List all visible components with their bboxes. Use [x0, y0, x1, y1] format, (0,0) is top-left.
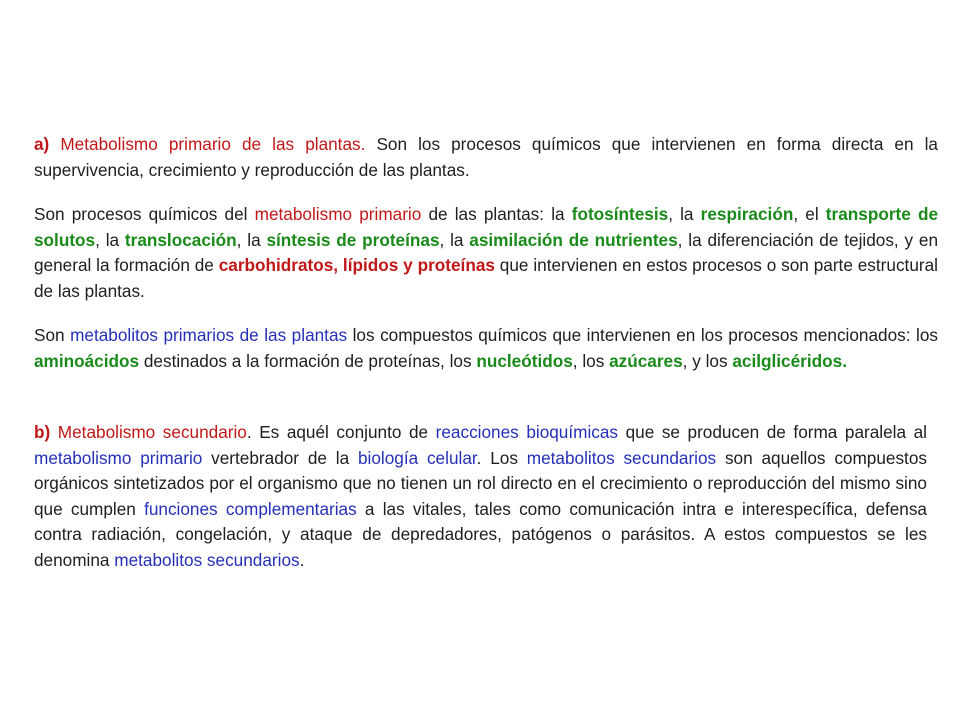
text-run: , la: [95, 229, 125, 250]
asimilacion-nutrientes-term: asimilación de nutrientes: [469, 229, 678, 250]
section-a-text: Son los procesos químicos que intervienen en forma directa en la supervivencia, crecimiento y reproducción de las plantas.: [34, 134, 938, 180]
section-a-marker: a): [34, 134, 50, 154]
text-run: de las plantas: la: [421, 204, 572, 224]
metabolitos-primarios-term: metabolitos primarios de las plantas: [70, 325, 348, 345]
text-run: , la: [236, 229, 267, 250]
acilgliceridos-term: acilglicéridos.: [732, 350, 847, 371]
reacciones-bioquimicas-link[interactable]: reacciones bioquímicas: [435, 422, 619, 442]
carbohidratos-term: carbohidratos, lípidos y proteínas: [218, 255, 495, 275]
metabolitos-secundarios-link[interactable]: metabolitos secundarios: [526, 447, 717, 468]
section-a-paragraph: [34, 132, 938, 183]
primary-processes-paragraph: [34, 202, 938, 304]
text-run: a las vitales, tales como comunicación intra e interespecífica, defensa contra radiación, congelación, y ataque de depredadores, patógenos o parásitos. A estos compuestos se les denomina: [34, 498, 927, 570]
nucleotidos-term: nucleótidos: [476, 350, 573, 371]
text-run: .: [299, 549, 305, 570]
text-run: , y los: [682, 350, 733, 371]
text-run: , los: [572, 350, 610, 371]
text-run: , la: [668, 204, 701, 224]
biologia-celular-link[interactable]: biología celular: [357, 447, 477, 468]
text-run: , la diferenciación de tejidos, y en general la formación de: [34, 229, 939, 275]
primary-metabolites-paragraph: [34, 323, 938, 374]
text-run: que se producen de forma paralela al: [618, 422, 927, 442]
section-a-title: Metabolismo primario de las plantas.: [60, 134, 366, 154]
text-run: destinados a la formación de proteínas, los: [139, 350, 477, 371]
funciones-complementarias-link[interactable]: funciones complementarias: [144, 498, 357, 519]
azucares-term: azúcares: [609, 350, 683, 371]
text-run: que intervienen en estos procesos o son parte estructural de las plantas.: [34, 255, 938, 301]
text-run: . Los: [476, 447, 527, 468]
metabolitos-secundarios-link-2[interactable]: metabolitos secundarios: [114, 549, 300, 570]
section-b-paragraph: [34, 420, 927, 573]
text-run: vertebrador de la: [202, 447, 358, 468]
text-run: . Es aquél conjunto de: [246, 422, 436, 442]
section-b-marker: b): [34, 422, 51, 442]
section-b-title: Metabolismo secundario: [57, 422, 247, 442]
text-run: , el: [793, 204, 826, 224]
translocacion-term: translocación: [124, 229, 237, 250]
metabolismo-primario-term: metabolismo primario: [254, 204, 422, 224]
sintesis-proteinas-term: síntesis de proteínas: [266, 229, 440, 250]
transporte-solutos-term: transporte de solutos: [34, 204, 939, 250]
fotosintesis-term: fotosíntesis: [571, 204, 669, 224]
aminoacidos-term: aminoácidos: [34, 350, 140, 371]
text-run: Son procesos químicos del: [34, 204, 255, 224]
text-run: son aquellos compuestos orgánicos sintetizados por el organismo que no tienen un rol directo en el crecimiento o reproducción del mismo sino que cumplen: [34, 447, 927, 519]
text-run: , la: [439, 229, 470, 250]
respiracion-term: respiración: [700, 204, 794, 224]
metabolismo-primario-link[interactable]: metabolismo primario: [34, 447, 203, 468]
text-run: Son: [34, 325, 71, 345]
text-run: los compuestos químicos que intervienen en los procesos mencionados: los: [347, 325, 938, 345]
